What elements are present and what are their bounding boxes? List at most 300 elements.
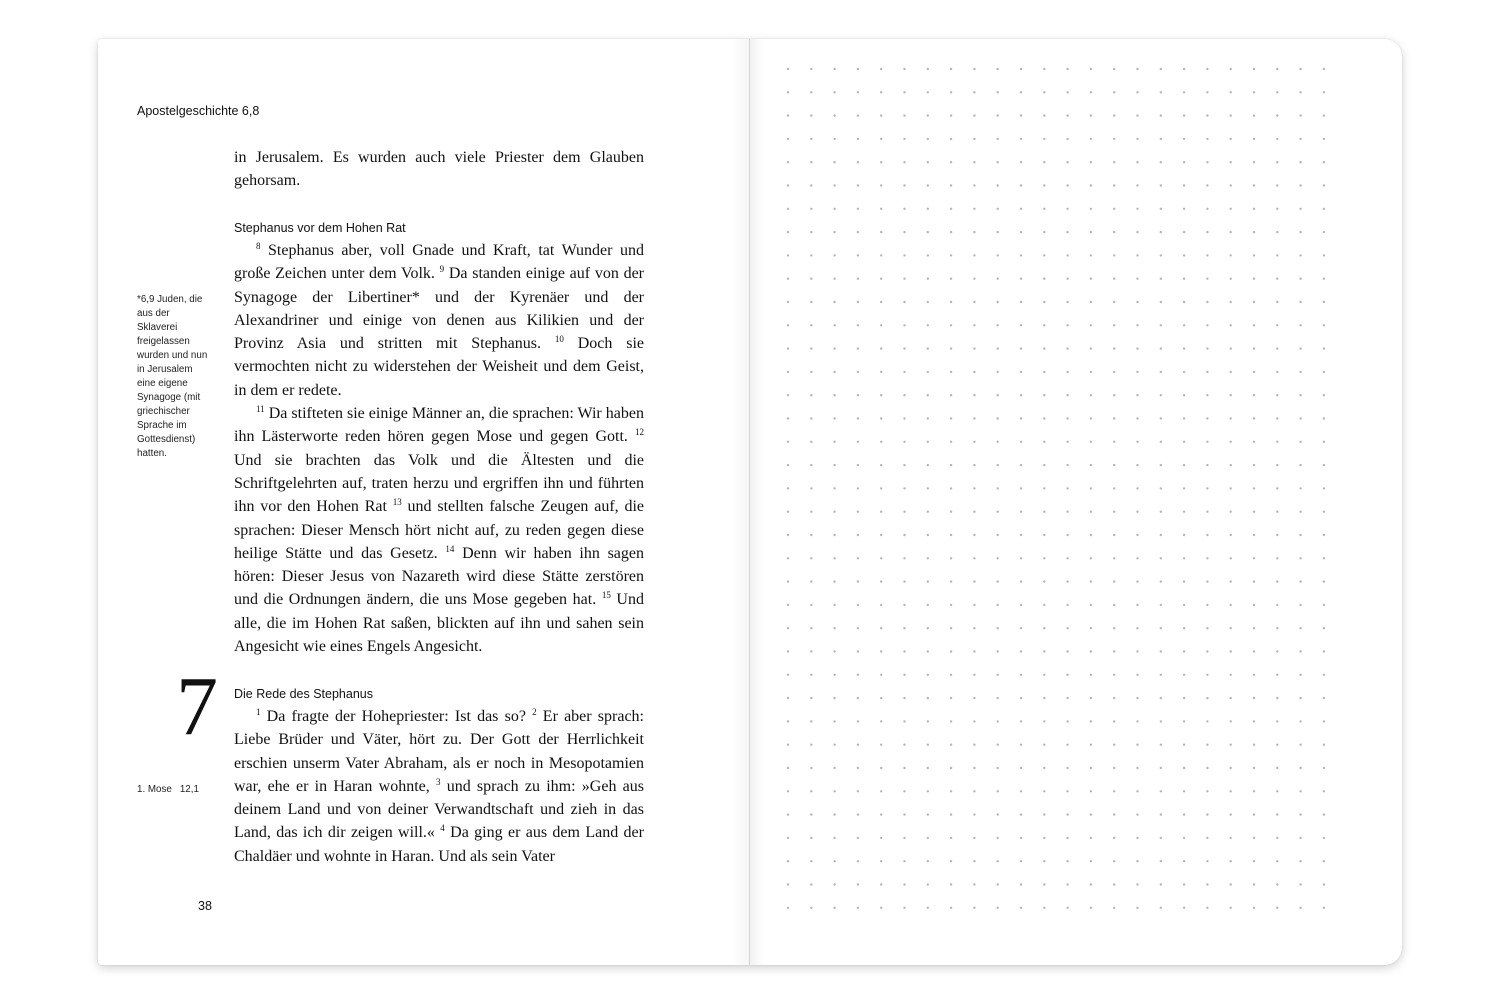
grid-dot <box>1136 301 1138 303</box>
cross-reference-ref: 12,1 <box>179 784 199 795</box>
grid-dot <box>927 650 929 652</box>
grid-dot <box>950 324 952 326</box>
grid-dot <box>973 767 975 769</box>
grid-dot <box>1183 627 1185 629</box>
grid-dot <box>903 883 905 885</box>
grid-dot <box>997 557 999 559</box>
grid-dot <box>1253 767 1255 769</box>
grid-dot <box>787 557 789 559</box>
grid-dot <box>1206 254 1208 256</box>
grid-dot <box>1276 534 1278 536</box>
grid-dot <box>1043 278 1045 280</box>
grid-dot <box>1206 138 1208 140</box>
grid-dot <box>1299 254 1301 256</box>
grid-dot <box>927 860 929 862</box>
grid-dot <box>810 813 812 815</box>
grid-dot <box>1323 813 1325 815</box>
grid-dot <box>1043 697 1045 699</box>
grid-dot <box>1160 161 1162 163</box>
grid-dot <box>1136 441 1138 443</box>
grid-dot <box>927 557 929 559</box>
grid-dot <box>1323 557 1325 559</box>
grid-dot <box>1206 604 1208 606</box>
grid-dot <box>1136 347 1138 349</box>
grid-dot <box>1183 138 1185 140</box>
grid-dot <box>1253 580 1255 582</box>
grid-dot <box>1276 394 1278 396</box>
grid-dot <box>1090 278 1092 280</box>
grid-dot <box>1276 837 1278 839</box>
grid-dot <box>1160 487 1162 489</box>
grid-dot <box>810 161 812 163</box>
grid-dot <box>1043 114 1045 116</box>
grid-dot <box>903 580 905 582</box>
grid-dot <box>1160 324 1162 326</box>
grid-dot <box>1323 91 1325 93</box>
grid-dot <box>1183 231 1185 233</box>
grid-dot <box>1090 790 1092 792</box>
verse-number: 8 <box>256 241 261 251</box>
grid-dot <box>1183 650 1185 652</box>
grid-dot <box>1160 394 1162 396</box>
grid-dot <box>1253 91 1255 93</box>
grid-dot <box>1113 394 1115 396</box>
grid-dot <box>1276 278 1278 280</box>
grid-dot <box>880 301 882 303</box>
grid-dot <box>810 720 812 722</box>
grid-dot <box>1113 371 1115 373</box>
grid-dot <box>1090 860 1092 862</box>
grid-dot <box>1043 417 1045 419</box>
grid-dot <box>1160 231 1162 233</box>
grid-dot <box>810 580 812 582</box>
grid-dot <box>1160 604 1162 606</box>
grid-dot <box>1299 860 1301 862</box>
grid-dot <box>1020 860 1022 862</box>
grid-dot <box>1090 91 1092 93</box>
grid-dot <box>1230 860 1232 862</box>
grid-dot <box>1323 324 1325 326</box>
grid-dot <box>997 650 999 652</box>
grid-dot <box>1066 464 1068 466</box>
grid-dot <box>1066 534 1068 536</box>
grid-dot <box>903 604 905 606</box>
grid-dot <box>1323 417 1325 419</box>
grid-dot <box>973 347 975 349</box>
grid-dot <box>1230 627 1232 629</box>
grid-dot <box>833 907 835 909</box>
grid-dot <box>1136 837 1138 839</box>
grid-dot <box>1299 138 1301 140</box>
grid-dot <box>1090 744 1092 746</box>
grid-dot <box>1230 231 1232 233</box>
grid-dot <box>927 464 929 466</box>
grid-dot <box>1299 604 1301 606</box>
grid-dot <box>1299 464 1301 466</box>
grid-dot <box>1299 231 1301 233</box>
grid-dot <box>880 674 882 676</box>
grid-dot <box>1253 557 1255 559</box>
verse-text: Stephanus aber, voll Gnade und Kraft, tat Wunder und große Zeichen unter dem Volk. <box>234 242 644 283</box>
grid-dot <box>1136 68 1138 70</box>
grid-dot <box>1043 464 1045 466</box>
grid-dot <box>1043 790 1045 792</box>
grid-dot <box>997 534 999 536</box>
grid-dot <box>1020 744 1022 746</box>
grid-dot <box>1136 720 1138 722</box>
grid-dot <box>1020 883 1022 885</box>
grid-dot <box>1299 907 1301 909</box>
grid-dot <box>997 324 999 326</box>
grid-dot <box>973 417 975 419</box>
grid-dot <box>1113 184 1115 186</box>
grid-dot <box>1043 254 1045 256</box>
grid-dot <box>950 511 952 513</box>
verse-text: Da standen einige auf von der Synagoge der Libertiner* und der Kyrenäer und der Alexandriner und einige von denen aus Kilikien und der Provinz Asia und stritten mit Stephanus. <box>234 265 644 353</box>
grid-dot <box>1230 767 1232 769</box>
grid-dot <box>833 674 835 676</box>
grid-dot <box>1206 790 1208 792</box>
grid-dot <box>787 184 789 186</box>
grid-dot <box>1113 91 1115 93</box>
grid-dot <box>997 301 999 303</box>
grid-dot <box>810 697 812 699</box>
grid-dot <box>903 697 905 699</box>
grid-dot <box>1276 883 1278 885</box>
grid-dot <box>810 138 812 140</box>
grid-dot <box>1043 580 1045 582</box>
grid-dot <box>1136 278 1138 280</box>
grid-dot <box>1299 674 1301 676</box>
grid-dot <box>1253 371 1255 373</box>
grid-dot <box>973 580 975 582</box>
grid-dot <box>1276 697 1278 699</box>
grid-dot <box>1183 907 1185 909</box>
grid-dot <box>1136 161 1138 163</box>
grid-dot <box>880 907 882 909</box>
grid-dot <box>1276 441 1278 443</box>
grid-dot <box>880 231 882 233</box>
grid-dot <box>1113 744 1115 746</box>
grid-dot <box>1276 464 1278 466</box>
grid-dot <box>833 860 835 862</box>
grid-dot <box>1136 208 1138 210</box>
grid-dot <box>927 790 929 792</box>
grid-dot <box>833 417 835 419</box>
grid-dot <box>1276 184 1278 186</box>
grid-dot <box>833 184 835 186</box>
grid-dot <box>1066 231 1068 233</box>
grid-dot <box>1066 208 1068 210</box>
grid-dot <box>1043 534 1045 536</box>
grid-dot <box>1323 208 1325 210</box>
grid-dot <box>1276 371 1278 373</box>
grid-dot <box>1043 744 1045 746</box>
grid-dot <box>950 231 952 233</box>
grid-dot <box>787 68 789 70</box>
grid-dot <box>880 487 882 489</box>
grid-dot <box>833 278 835 280</box>
open-book <box>98 39 1402 965</box>
grid-dot <box>1136 417 1138 419</box>
grid-dot <box>997 837 999 839</box>
grid-dot <box>1183 790 1185 792</box>
grid-dot <box>927 720 929 722</box>
grid-dot <box>1323 487 1325 489</box>
grid-dot <box>1299 278 1301 280</box>
chapter-number: 7 <box>176 660 218 753</box>
grid-dot <box>1299 68 1301 70</box>
grid-dot <box>1230 720 1232 722</box>
grid-dot <box>1253 744 1255 746</box>
grid-dot <box>903 231 905 233</box>
grid-dot <box>1299 324 1301 326</box>
grid-dot <box>1090 68 1092 70</box>
grid-dot <box>1323 231 1325 233</box>
grid-dot <box>810 417 812 419</box>
grid-dot <box>880 394 882 396</box>
grid-dot <box>1206 114 1208 116</box>
verse-text: Denn wir haben ihn sagen hören: Dieser Jesus von Nazareth wird diese Stätte zerstören und die Ordnungen ändern, die uns Mose gegeben hat. <box>234 544 645 609</box>
grid-dot <box>950 604 952 606</box>
grid-dot <box>1276 674 1278 676</box>
grid-dot <box>1323 511 1325 513</box>
grid-dot <box>1160 534 1162 536</box>
grid-dot <box>810 68 812 70</box>
grid-dot <box>880 697 882 699</box>
spine-shadow-right <box>750 39 764 965</box>
grid-dot <box>973 860 975 862</box>
grid-dot <box>810 347 812 349</box>
grid-dot <box>1113 68 1115 70</box>
grid-dot <box>787 138 789 140</box>
grid-dot <box>787 627 789 629</box>
grid-dot <box>810 650 812 652</box>
grid-dot <box>997 371 999 373</box>
grid-dot <box>833 347 835 349</box>
grid-dot <box>787 767 789 769</box>
grid-dot <box>1066 557 1068 559</box>
grid-dot <box>857 417 859 419</box>
grid-dot <box>927 883 929 885</box>
grid-dot <box>1160 767 1162 769</box>
grid-dot <box>1090 231 1092 233</box>
grid-dot <box>1043 138 1045 140</box>
grid-dot <box>833 301 835 303</box>
grid-dot <box>950 114 952 116</box>
grid-dot <box>1113 208 1115 210</box>
grid-dot <box>1299 813 1301 815</box>
grid-dot <box>1206 184 1208 186</box>
grid-dot <box>1113 650 1115 652</box>
grid-dot <box>1206 91 1208 93</box>
verse-text: Er aber sprach: Liebe Brüder und Väter, hört zu. Der Gott der Herrlichkeit erschien unserm Vater Abraham, als er noch in Mesopotamien war, ehe er in Haran wohnte, <box>234 708 644 795</box>
grid-dot <box>1230 604 1232 606</box>
grid-dot <box>1230 417 1232 419</box>
grid-dot <box>787 883 789 885</box>
grid-dot <box>787 744 789 746</box>
grid-dot <box>950 487 952 489</box>
grid-dot <box>1113 114 1115 116</box>
grid-dot <box>1230 161 1232 163</box>
grid-dot <box>973 68 975 70</box>
grid-dot <box>1136 627 1138 629</box>
grid-dot <box>787 441 789 443</box>
grid-dot <box>1160 860 1162 862</box>
grid-dot <box>973 627 975 629</box>
grid-dot <box>1090 837 1092 839</box>
grid-dot <box>950 883 952 885</box>
grid-dot <box>1276 627 1278 629</box>
grid-dot <box>1113 161 1115 163</box>
grid-dot <box>1299 161 1301 163</box>
grid-dot <box>950 837 952 839</box>
grid-dot <box>1183 534 1185 536</box>
grid-dot <box>997 347 999 349</box>
grid-dot <box>880 650 882 652</box>
grid-dot <box>1323 301 1325 303</box>
grid-dot <box>857 441 859 443</box>
grid-dot <box>1136 464 1138 466</box>
grid-dot <box>810 324 812 326</box>
grid-dot <box>1020 231 1022 233</box>
grid-dot <box>950 278 952 280</box>
grid-dot <box>833 697 835 699</box>
grid-dot <box>1043 650 1045 652</box>
grid-dot <box>997 767 999 769</box>
grid-dot <box>997 627 999 629</box>
grid-dot <box>927 371 929 373</box>
grid-dot <box>927 417 929 419</box>
grid-dot <box>950 650 952 652</box>
grid-dot <box>857 860 859 862</box>
grid-dot <box>903 417 905 419</box>
grid-dot <box>903 813 905 815</box>
grid-dot <box>927 231 929 233</box>
grid-dot <box>927 697 929 699</box>
grid-dot <box>1020 138 1022 140</box>
grid-dot <box>880 557 882 559</box>
grid-dot <box>787 837 789 839</box>
grid-dot <box>1043 511 1045 513</box>
grid-dot <box>1020 91 1022 93</box>
grid-dot <box>1183 68 1185 70</box>
grid-dot <box>1113 324 1115 326</box>
section-text-rede <box>234 705 644 868</box>
left-page <box>98 39 750 965</box>
grid-dot <box>1136 324 1138 326</box>
grid-dot <box>1160 184 1162 186</box>
grid-dot <box>1230 487 1232 489</box>
grid-dot <box>810 394 812 396</box>
grid-dot <box>857 371 859 373</box>
grid-dot <box>810 371 812 373</box>
grid-dot <box>1276 324 1278 326</box>
grid-dot <box>927 347 929 349</box>
grid-dot <box>1276 720 1278 722</box>
grid-dot <box>1160 837 1162 839</box>
grid-dot <box>1323 627 1325 629</box>
grid-dot <box>1113 883 1115 885</box>
grid-dot <box>997 441 999 443</box>
grid-dot <box>1230 114 1232 116</box>
grid-dot <box>1136 883 1138 885</box>
grid-dot <box>1090 114 1092 116</box>
grid-dot <box>1113 907 1115 909</box>
grid-dot <box>1206 347 1208 349</box>
grid-dot <box>1183 813 1185 815</box>
grid-dot <box>1113 627 1115 629</box>
grid-dot <box>1090 161 1092 163</box>
grid-dot <box>1020 347 1022 349</box>
grid-dot <box>880 604 882 606</box>
grid-dot <box>1066 278 1068 280</box>
grid-dot <box>973 278 975 280</box>
grid-dot <box>1090 347 1092 349</box>
grid-dot <box>833 394 835 396</box>
grid-dot <box>1043 184 1045 186</box>
grid-dot <box>1136 557 1138 559</box>
grid-dot <box>1206 394 1208 396</box>
grid-dot <box>833 91 835 93</box>
grid-dot <box>1160 883 1162 885</box>
grid-dot <box>997 464 999 466</box>
grid-dot <box>997 184 999 186</box>
grid-dot <box>1090 254 1092 256</box>
grid-dot <box>950 720 952 722</box>
grid-dot <box>833 790 835 792</box>
grid-dot <box>857 767 859 769</box>
grid-dot <box>950 347 952 349</box>
grid-dot <box>880 324 882 326</box>
grid-dot <box>833 487 835 489</box>
grid-dot <box>1160 650 1162 652</box>
grid-dot <box>1090 604 1092 606</box>
grid-dot <box>880 720 882 722</box>
grid-dot <box>1206 464 1208 466</box>
grid-dot <box>1090 511 1092 513</box>
grid-dot <box>1276 767 1278 769</box>
grid-dot <box>1206 837 1208 839</box>
grid-dot <box>1230 534 1232 536</box>
grid-dot <box>927 394 929 396</box>
grid-dot <box>1253 487 1255 489</box>
grid-dot <box>997 674 999 676</box>
grid-dot <box>1090 557 1092 559</box>
grid-dot <box>1090 487 1092 489</box>
grid-dot <box>1043 557 1045 559</box>
grid-dot <box>1230 511 1232 513</box>
grid-dot <box>1020 371 1022 373</box>
grid-dot <box>1066 860 1068 862</box>
grid-dot <box>1160 301 1162 303</box>
grid-dot <box>1253 627 1255 629</box>
grid-dot <box>1206 720 1208 722</box>
grid-dot <box>1253 534 1255 536</box>
grid-dot <box>833 511 835 513</box>
grid-dot <box>1299 837 1301 839</box>
grid-dot <box>810 534 812 536</box>
grid-dot <box>1206 417 1208 419</box>
cross-reference <box>137 784 199 795</box>
grid-dot <box>1299 301 1301 303</box>
grid-dot <box>810 301 812 303</box>
grid-dot <box>1230 580 1232 582</box>
grid-dot <box>833 161 835 163</box>
grid-dot <box>1160 511 1162 513</box>
grid-dot <box>1160 138 1162 140</box>
grid-dot <box>1043 907 1045 909</box>
